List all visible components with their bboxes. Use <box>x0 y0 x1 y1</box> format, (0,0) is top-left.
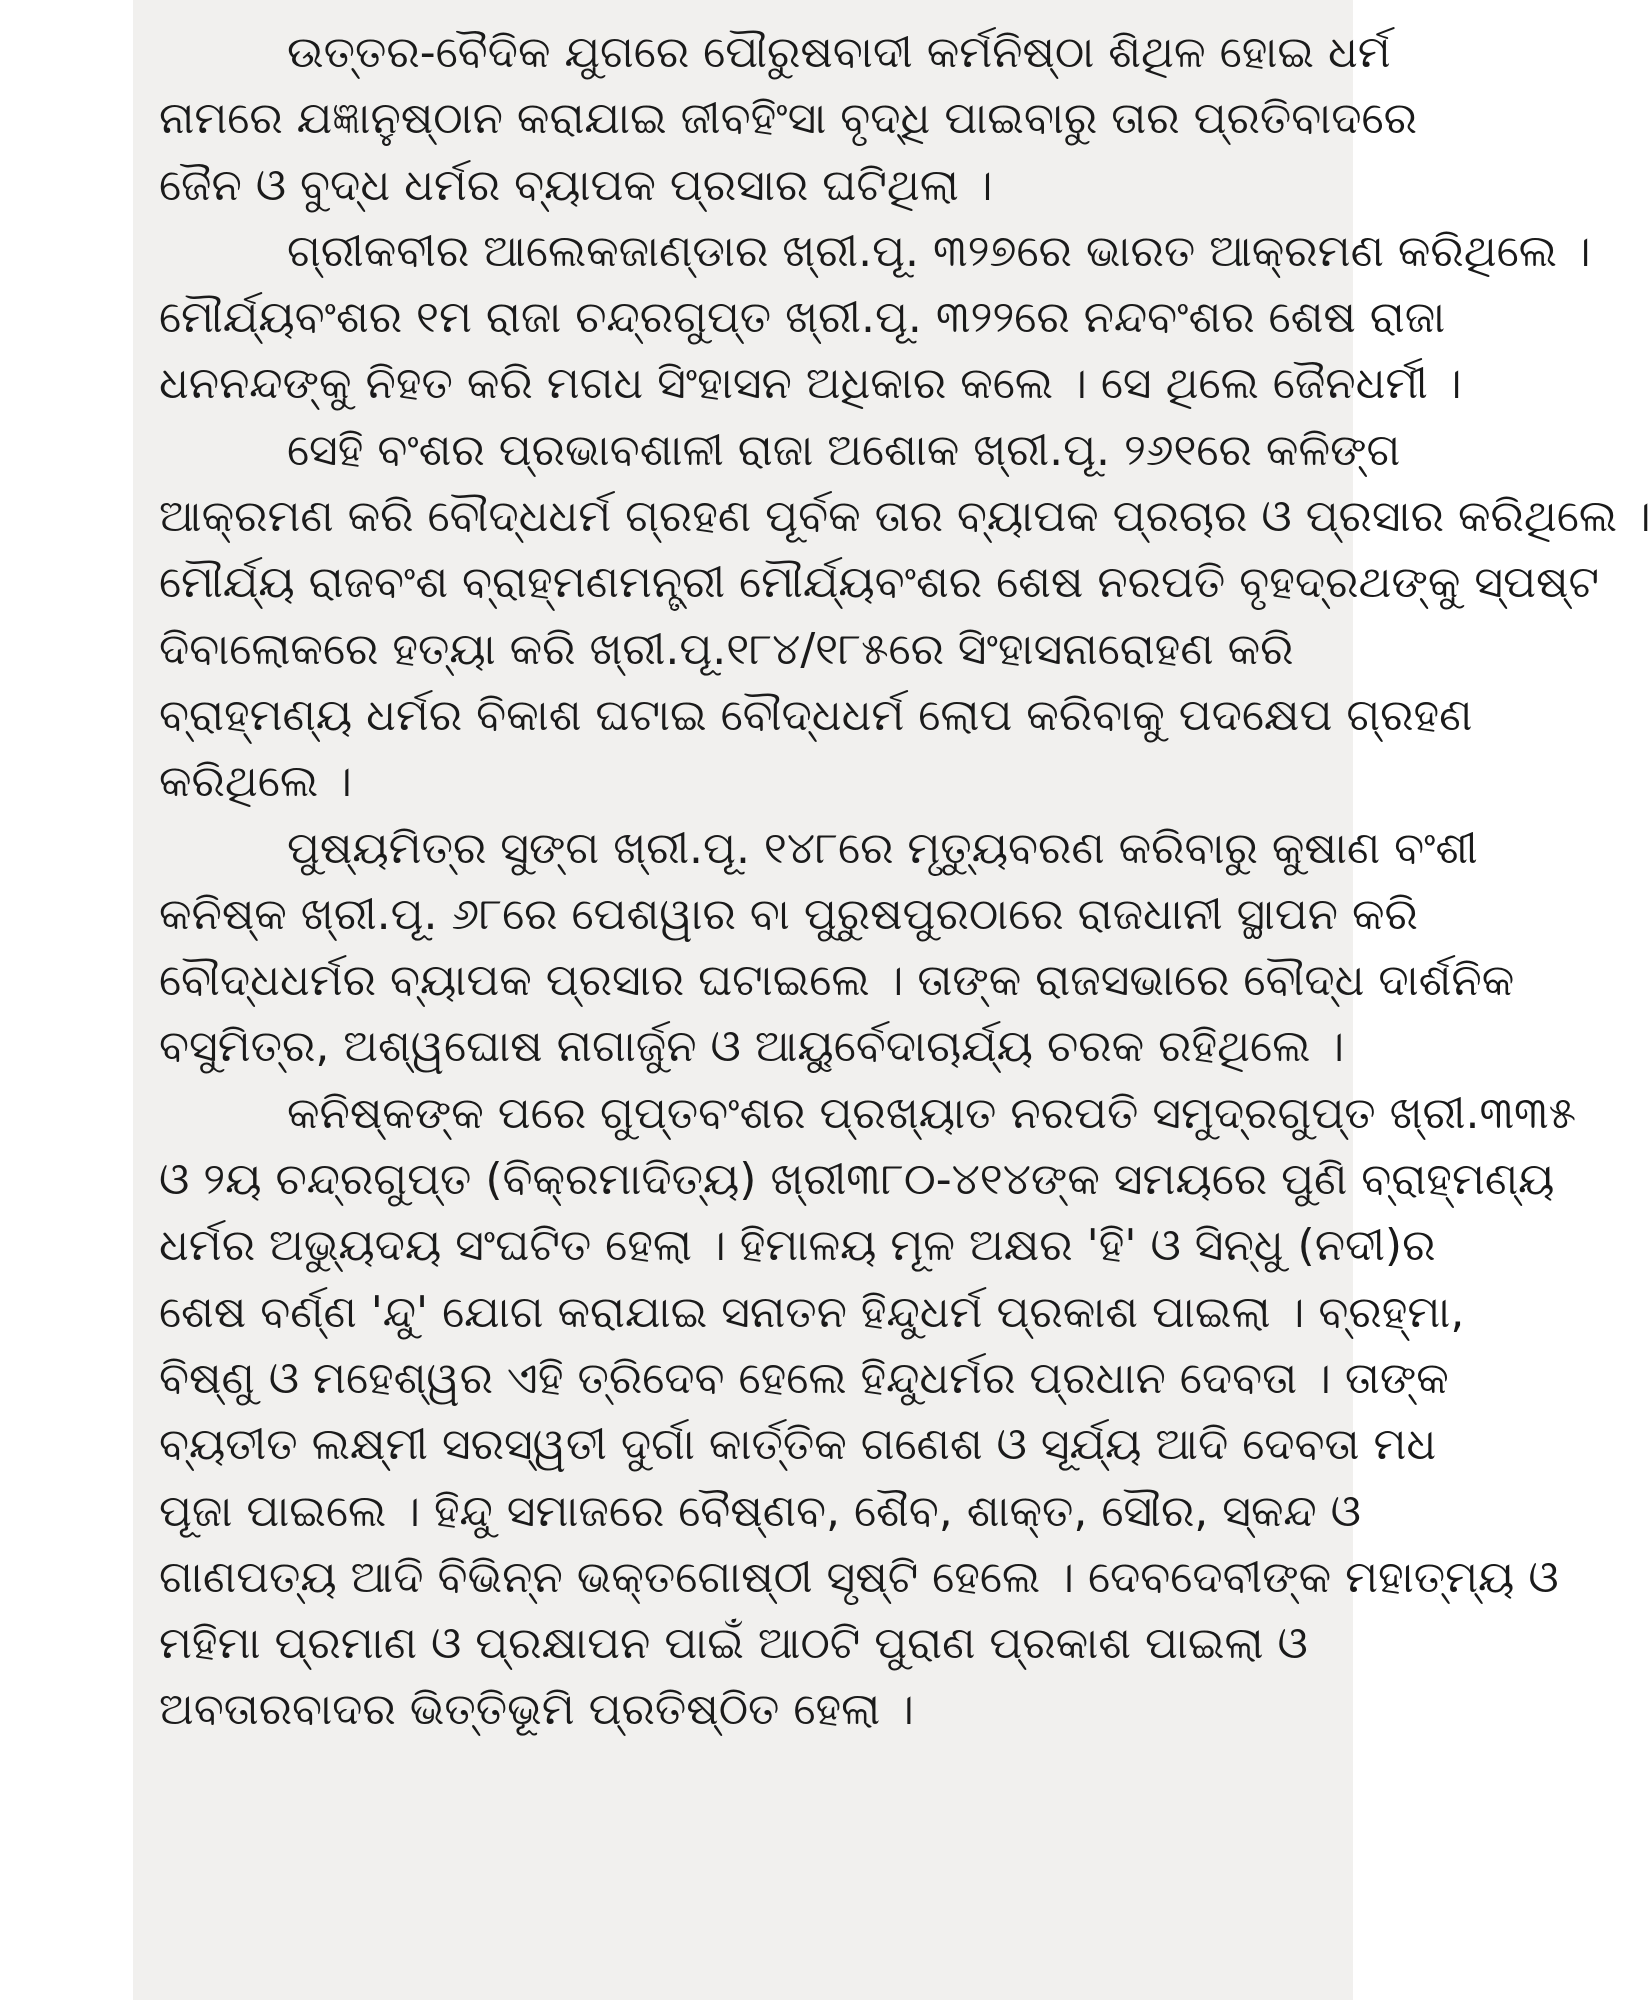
text-line: ମହିମା ପ୍ରମାଣ ଓ ପ୍ରକ୍ଷାପନ ପାଇଁ ଆଠଟି ପୁରାଣ ପ୍ରକାଶ ପାଇଲା ଓ <box>159 1618 1308 1670</box>
text-line: ଜୈନ ଓ ବୁଦ୍ଧ ଧର୍ମର ବ୍ୟାପକ ପ୍ରସାର ଘଟିଥିଲା । <box>159 159 993 211</box>
text-line: ଓ ୨ୟ ଚନ୍ଦ୍ରଗୁପ୍ତ (ବିକ୍ରମାଦିତ୍ୟ) ଖ୍ରୀ୩୮୦-୪୧୪ଙ୍କ ସମୟରେ ପୁଣି ବ୍ରାହ୍ମଣ୍ୟ <box>159 1154 1555 1206</box>
text-line: ଧର୍ମର ଅଭ୍ୟୁଦୟ ସଂଘଟିତ ହେଲା । ହିମାଳୟ ମୂଳ ଅକ୍ଷର 'ହି' ଓ ସିନ୍ଧୁ (ନଦୀ)ର <box>159 1220 1436 1272</box>
paragraph <box>159 816 1515 1081</box>
text-line: ଉତ୍ତର-ବୈଦିକ ଯୁଗରେ ପୌରୁଷବାଦୀ କର୍ମନିଷ୍ଠା ଶିଥିଳ ହୋଇ ଧର୍ମ <box>287 27 1391 78</box>
text-line: ଗାଣପତ୍ୟ ଆଦି ବିଭିନ୍ନ ଭକ୍ତଗୋଷ୍ଠୀ ସୃଷ୍ଟି ହେଲେ । ଦେବଦେବୀଙ୍କ ମହାତ୍ମ୍ୟ ଓ <box>159 1551 1559 1603</box>
text-line: କନିଷ୍କଙ୍କ ପରେ ଗୁପ୍ତବଂଶର ପ୍ରଖ୍ୟାତ ନରପତି ସମୁଦ୍ରଗୁପ୍ତ ଖ୍ରୀ.୩୩୫ <box>287 1087 1577 1139</box>
text-line: ପୂଜା ପାଇଲେ । ହିନ୍ଦୁ ସମାଜରେ ବୈଷ୍ଣବ, ଶୈବ, ଶାକ୍ତ, ସୌର, ସ୍କନ୍ଦ ଓ <box>159 1485 1361 1537</box>
text-line: ଶେଷ ବର୍ଣ୍ଣ 'ନ୍ଦୁ' ଯୋଗ କରାଯାଇ ସନାତନ ହିନ୍ଦୁଧର୍ମ ପ୍ରକାଶ ପାଇଲା । ବ୍ରହ୍ମା, <box>159 1286 1465 1338</box>
paragraph <box>159 1081 1577 1744</box>
text-line: କରିଥିଲେ । <box>159 756 352 808</box>
paragraph <box>159 219 1591 418</box>
text-line: ଗ୍ରୀକବୀର ଆଲେକଜାଣ୍ଡାର ଖ୍ରୀ.ପୂ. ୩୨୭ରେ ଭାରତ ଆକ୍ରମଣ କରିଥିଲେ । <box>287 225 1591 277</box>
text-line: ମୌର୍ଯ୍ୟବଂଶର ୧ମ ରାଜା ଚନ୍ଦ୍ରଗୁପ୍ତ ଖ୍ରୀ.ପୂ. ୩୨୨ରେ ନନ୍ଦବଂଶର ଶେଷ ରାଜା <box>159 292 1446 344</box>
document-page <box>133 0 1651 2000</box>
text-line: ଅବତାରବାଦର ଭିତ୍ତିଭୂମି ପ୍ରତିଷ୍ଠିତ ହେଲା । <box>159 1684 914 1736</box>
paragraph <box>159 418 1651 816</box>
text-line: ବ୍ୟତୀତ ଲକ୍ଷ୍ମୀ ସରସ୍ୱତୀ ଦୁର୍ଗା କାର୍ତ୍ତିକ ଗଣେଶ ଓ ସୂର୍ଯ୍ୟ ଆଦି ଦେବତା ମଧ <box>159 1419 1437 1471</box>
paragraph <box>159 20 1417 219</box>
text-line: ବୌଦ୍ଧଧର୍ମର ବ୍ୟାପକ ପ୍ରସାର ଘଟାଇଲେ । ତାଙ୍କ ରାଜସଭାରେ ବୌଦ୍ଧ ଦାର୍ଶନିକ <box>159 955 1515 1007</box>
text-line: ଦିବାଲୋକରେ ହତ୍ୟା କରି ଖ୍ରୀ.ପୂ.୧୮୪/୧୮୫ରେ ସିଂହାସନାରୋହଣ କରି <box>159 623 1294 675</box>
text-line: ଆକ୍ରମଣ କରି ବୌଦ୍ଧଧର୍ମ ଗ୍ରହଣ ପୂର୍ବକ ତାର ବ୍ୟାପକ ପ୍ରଚାର ଓ ପ୍ରସାର କରିଥିଲେ । <box>159 491 1651 543</box>
text-line: ବିଷ୍ଣୁ ଓ ମହେଶ୍ୱର ଏହି ତ୍ରିଦେବ ହେଲେ ହିନ୍ଦୁଧର୍ମର ପ୍ରଧାନ ଦେବତା । ତାଙ୍କ <box>159 1352 1449 1404</box>
text-line: ସେହି ବଂଶର ପ୍ରଭାବଶାଳୀ ରାଜା ଅଶୋକ ଖ୍ରୀ.ପୂ. ୨୬୧ରେ କଳିଙ୍ଗ <box>287 424 1401 476</box>
text-line: ବ୍ରାହ୍ମଣ୍ୟ ଧର୍ମର ବିକାଶ ଘଟାଇ ବୌଦ୍ଧଧର୍ମ ଲୋପ କରିବାକୁ ପଦକ୍ଷେପ ଗ୍ରହଣ <box>159 689 1473 741</box>
text-line: ନାମରେ ଯଜ୍ଞାନୁଷ୍ଠାନ କରାଯାଇ ଜୀବହିଂସା ବୃଦ୍ଧି ପାଇବାରୁ ତାର ପ୍ରତିବାଦରେ <box>159 93 1417 145</box>
text-line: ବସୁମିତ୍ର, ଅଶ୍ୱଘୋଷ ନାଗାର୍ଜୁନ ଓ ଆୟୁର୍ବେଦାଚାର୍ଯ୍ୟ ଚରକ ରହିଥିଲେ । <box>159 1021 1345 1073</box>
text-line: ଧନନନ୍ଦଙ୍କୁ ନିହତ କରି ମଗଧ ସିଂହାସନ ଅଧିକାର କଲେ । ସେ ଥିଲେ ଜୈନଧର୍ମୀ । <box>159 358 1462 410</box>
text-line: ମୌର୍ଯ୍ୟ ରାଜବଂଶ ବ୍ରାହ୍ମଣମନ୍ତ୍ରୀ ମୌର୍ଯ୍ୟବଂଶର ଶେଷ ନରପତି ବୃହଦ୍ରଥଙ୍କୁ ସ୍ପଷ୍ଟ <box>159 557 1599 609</box>
text-line: କନିଷ୍କ ଖ୍ରୀ.ପୂ. ୬୮ରେ ପେଶୱାର ବା ପୁରୁଷପୁରଠାରେ ରାଜଧାନୀ ସ୍ଥାପନ କରି <box>159 888 1418 940</box>
text-line: ପୁଷ୍ୟମିତ୍ର ସୁଙ୍ଗ ଖ୍ରୀ.ପୂ. ୧୪୮ରେ ମୃତ୍ୟୁବରଣ କରିବାରୁ କୁଷାଣ ବଂଶୀ <box>287 822 1478 874</box>
